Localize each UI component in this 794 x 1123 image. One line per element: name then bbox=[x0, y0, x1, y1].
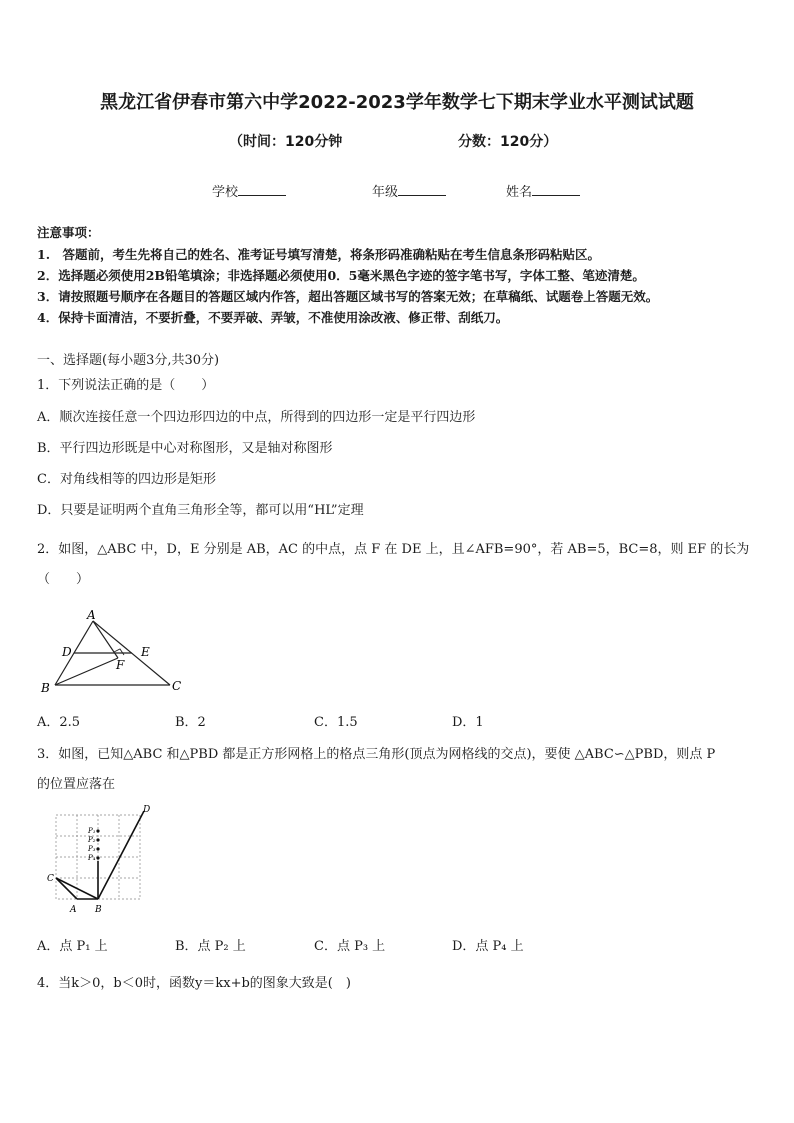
school-label: 学校 bbox=[212, 185, 239, 200]
question-1-option-d: D．只要是证明两个直角三角形全等，都可以用“HL”定理 bbox=[37, 503, 364, 518]
notice-item: 3．请按照题号顺序在各题目的答题区域内作答，超出答题区域书写的答案无效；在草稿纸、试题卷上答题无效。 bbox=[37, 289, 659, 304]
segment-bd bbox=[98, 811, 144, 899]
notice-item: 1. 答题前，考生先将自己的姓名、准考证号填写清楚，将条形码准确粘贴在考生信息条形码粘贴区。 bbox=[37, 247, 601, 262]
question-1-option-b: B．平行四边形既是中心对称图形，又是轴对称图形 bbox=[37, 441, 333, 456]
question-1-option-a: A．顺次连接任意一个四边形四边的中点，所得到的四边形一定是平行四边形 bbox=[37, 410, 476, 425]
notice-item: 2．选择题必须使用2B铅笔填涂；非选择题必须使用0．5毫米黑色字迹的签字笔书写，字体工整、笔迹清楚。 bbox=[37, 268, 645, 283]
question-3-option-b: B．点 P₂ 上 bbox=[175, 939, 246, 954]
grade-label: 年级 bbox=[372, 185, 399, 200]
label-a: A bbox=[87, 608, 96, 622]
label-c: C bbox=[172, 679, 182, 693]
notice-item: 4．保持卡面清洁，不要折叠，不要弄破、弄皱，不准使用涂改液、修正带、刮纸刀。 bbox=[37, 310, 509, 325]
label-a: A bbox=[70, 905, 77, 915]
point-p3 bbox=[96, 847, 99, 850]
segment-bf bbox=[55, 658, 118, 685]
label-d: D bbox=[143, 805, 151, 815]
question-2-stem-line2: （ ） bbox=[37, 572, 90, 587]
exam-score: 分数：120分） bbox=[458, 134, 558, 150]
school-field bbox=[212, 181, 286, 200]
name-blank bbox=[532, 183, 580, 196]
question-4-stem: 4．当k＞0，b＜0时，函数y＝kx+b的图象大致是( ) bbox=[37, 976, 351, 991]
label-f: F bbox=[116, 658, 125, 672]
question-3-option-d: D．点 P₄ 上 bbox=[452, 939, 524, 954]
grade-blank bbox=[398, 183, 446, 196]
exam-title: 黑龙江省伊春市第六中学2022-2023学年数学七下期末学业水平测试试题 bbox=[100, 92, 694, 113]
section-heading: 一、选择题(每小题3分,共30分) bbox=[37, 353, 220, 368]
question-2-option-a: A．2.5 bbox=[37, 715, 81, 730]
label-d: D bbox=[62, 645, 72, 659]
label-e: E bbox=[141, 645, 150, 659]
question-3-option-c: C．点 P₃ 上 bbox=[314, 939, 386, 954]
question-3-stem-line1: 3．如图，已知△ABC 和△PBD 都是正方形网格上的格点三角形(顶点为网格线的交点)，要使 △ABC∽△PBD，则点 P bbox=[37, 747, 716, 762]
label-p2: P₂ bbox=[88, 836, 96, 844]
label-p3: P₃ bbox=[88, 845, 96, 853]
point-p2 bbox=[96, 838, 99, 841]
question-3-figure bbox=[42, 803, 157, 915]
label-b: B bbox=[41, 681, 50, 695]
question-2-option-d: D．1 bbox=[452, 715, 484, 730]
question-3-stem-line2: 的位置应落在 bbox=[37, 777, 116, 792]
name-field bbox=[506, 181, 580, 200]
question-1-stem: 1．下列说法正确的是（ ） bbox=[37, 378, 215, 393]
question-2-stem-line1: 2．如图，△ABC 中，D，E 分别是 AB，AC 的中点，点 F 在 DE 上，且∠AFB=90°，若 AB=5，BC=8，则 EF 的长为 bbox=[37, 542, 750, 557]
grade-field bbox=[372, 181, 446, 200]
school-blank bbox=[238, 183, 286, 196]
label-p4: P₄ bbox=[88, 854, 96, 862]
name-label: 姓名 bbox=[506, 185, 533, 200]
question-3-option-a: A．点 P₁ 上 bbox=[37, 939, 108, 954]
question-1-option-c: C．对角线相等的四边形是矩形 bbox=[37, 472, 216, 487]
exam-time: （时间：120分钟 bbox=[229, 134, 343, 150]
question-2-option-c: C．1.5 bbox=[314, 715, 358, 730]
question-2-figure bbox=[36, 606, 186, 698]
label-p1: P₁ bbox=[88, 827, 96, 835]
point-p1 bbox=[96, 829, 99, 832]
segment-ca bbox=[56, 878, 77, 899]
point-p4 bbox=[96, 856, 99, 859]
question-2-option-b: B．2 bbox=[175, 715, 206, 730]
notice-heading: 注意事项： bbox=[37, 225, 100, 240]
label-b: B bbox=[95, 905, 102, 915]
label-c: C bbox=[47, 874, 54, 884]
